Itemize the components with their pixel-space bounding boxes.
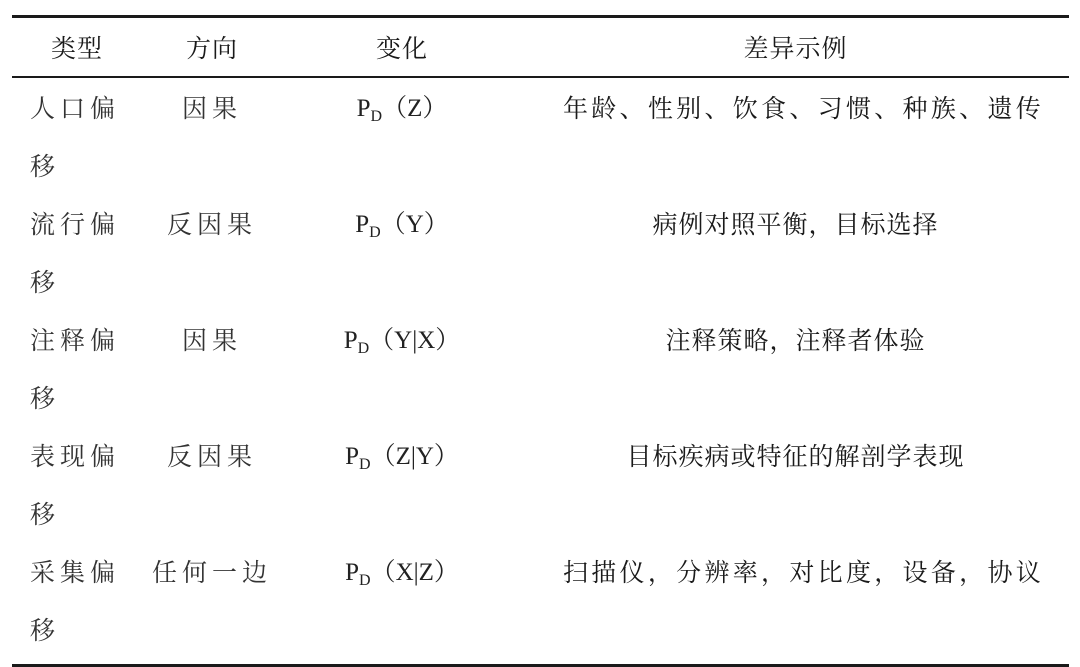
table-row bbox=[12, 196, 1069, 312]
table-row bbox=[12, 312, 1069, 428]
cell-change bbox=[282, 196, 522, 312]
table bbox=[12, 18, 1069, 76]
cell-change bbox=[282, 78, 522, 196]
change-p: P bbox=[345, 559, 359, 586]
change-arg: （Y） bbox=[380, 211, 449, 238]
table-row bbox=[12, 78, 1069, 196]
change-arg: （X|Z） bbox=[370, 559, 459, 586]
header-row bbox=[12, 18, 1069, 76]
change-arg: （Y|X） bbox=[369, 327, 461, 354]
cell-direction: 因果 bbox=[181, 94, 242, 123]
change-sub: D bbox=[359, 572, 371, 589]
cell-examples: 注释策略，注释者体验 bbox=[665, 326, 926, 355]
cell-direction: 反因果 bbox=[166, 210, 257, 239]
table-row bbox=[12, 428, 1069, 544]
table-body bbox=[12, 78, 1069, 664]
cell-examples: 病例对照平衡，目标选择 bbox=[652, 210, 939, 239]
cell-type: 流行偏移 bbox=[30, 210, 121, 297]
change-sub: D bbox=[370, 108, 383, 125]
change-arg: （Z|Y） bbox=[370, 443, 459, 470]
cell-direction: 任何一边 bbox=[151, 558, 272, 587]
cell-type: 采集偏移 bbox=[30, 558, 121, 645]
cell-change bbox=[282, 544, 522, 664]
change-p: P bbox=[356, 95, 371, 122]
cell-change bbox=[282, 428, 522, 544]
change-sub: D bbox=[359, 456, 371, 473]
header-change: 变化 bbox=[375, 34, 428, 63]
change-p: P bbox=[345, 443, 359, 470]
cell-direction: 反因果 bbox=[166, 442, 257, 471]
change-arg: （Z） bbox=[382, 95, 448, 122]
header-direction: 方向 bbox=[185, 34, 238, 63]
cell-type: 表现偏移 bbox=[30, 442, 121, 529]
cell-change bbox=[282, 312, 522, 428]
cell-type: 人口偏移 bbox=[30, 94, 121, 181]
header-type: 类型 bbox=[50, 34, 103, 63]
change-p: P bbox=[343, 327, 358, 354]
cell-type: 注释偏移 bbox=[30, 326, 121, 413]
change-sub: D bbox=[369, 224, 381, 241]
header-examples: 差异示例 bbox=[743, 34, 848, 63]
cell-direction: 因果 bbox=[181, 326, 242, 355]
cell-examples: 目标疾病或特征的解剖学表现 bbox=[626, 442, 965, 471]
shift-table bbox=[12, 15, 1069, 667]
cell-examples: 扫描仪，分辨率，对比度，设备，协议 bbox=[562, 558, 1045, 587]
cell-examples: 年龄、性别、饮食、习惯、种族、遗传 bbox=[562, 94, 1045, 123]
change-sub: D bbox=[357, 340, 370, 357]
change-p: P bbox=[355, 211, 370, 238]
table-row bbox=[12, 544, 1069, 664]
